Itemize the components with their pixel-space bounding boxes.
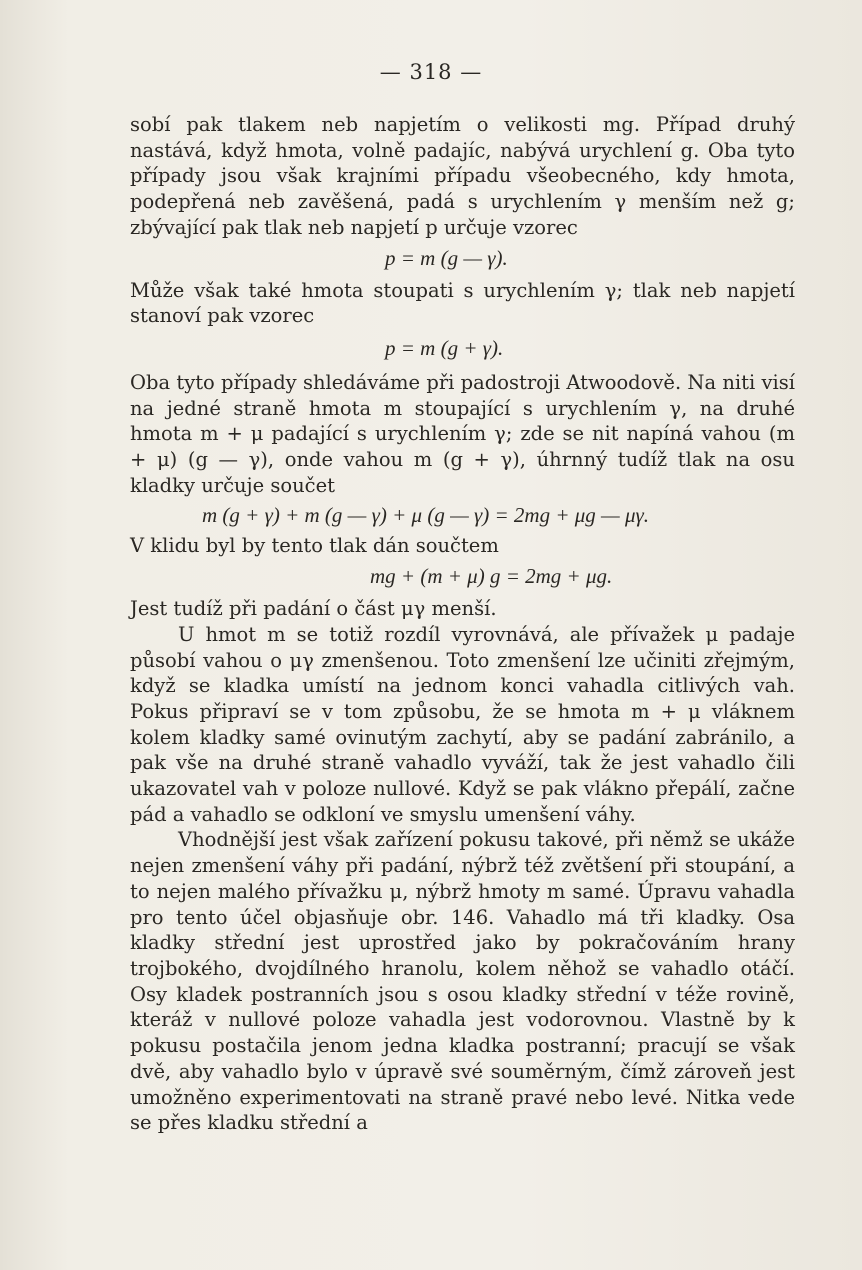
paragraph-4: V klidu byl by tento tlak dán součtem [130,534,499,558]
paragraph-6: U hmot m se totiž rozdíl vyrovnává, ale přívažek μ padaje působí vahou o μγ zmenšenou. Toto zmenšení lze učiniti zřejmým, když se kladka umístí na jednom konci vahadla citlivých vah. Pokus připraví se v tom způsobu, že se hmota m + μ vláknem kolem kladky samé ovinutým zachytí, aby se padání zabránilo, a pak vše na druhé straně vahadlo vyváží, tak že jest vahadlo čili ukazovatel vah v poloze nullové. Když se pak vlákno přepálí, začne pád a vahadlo se odkloní ve smyslu umenšení váhy. [130,622,795,826]
page-number: — 318 — [379,60,483,84]
page-body [130,112,795,1136]
paragraph-5: Jest tudíž při padání o část μγ menší. [130,597,497,621]
paragraph-7: Vhodnější jest však zařízení pokusu takové, při němž se ukáže nejen zmenšení váhy při padání, nýbrž též zvětšení při stoupání, a to nejen malého přívažku μ, nýbrž hmoty m samé. Úpravu vahadla pro tento účel objasňuje obr. 146. Vahadlo má tři kladky. Osa kladky střední jest uprostřed jako by pokračováním hrany trojbokého, dvojdílného hranolu, kolem něhož se vahadlo otáčí. Osy kladek postranních jsou s osou kladky střední v téže rovině, kteráž v nullové poloze vahadla jest vodorovnou. Vlastně by k pokusu postačila jenom jedna kladka postranní; pracují se však dvě, aby vahadlo bylo v úpravě své souměrným, čímž zároveň jest umožněno experimentovati na straně pravé nebo levé. Nitka vede se přes kladku střední a [130,828,795,1135]
formula-rising: p = m (g + γ). [385,335,504,360]
formula-sum: m (g + γ) + m (g — γ) + μ (g — γ) = 2mg + μg — μγ. [202,503,650,528]
paragraph-1: sobí pak tlakem neb napjetím o velikosti mg. Případ druhý nastává, když hmota, volně padajíc, nabývá urychlení g. Oba tyto případy jsou však krajními případu všeobecného, kdy hmota, podepřená neb zavěšená, padá s urychlením γ menším než g; zbývající pak tlak neb napjetí p určuje vzorec [130,113,795,239]
paragraph-2: Může však také hmota stoupati s urychlením γ; tlak neb napjetí stanoví pak vzorec [130,278,795,328]
paragraph-3: Oba tyto případy shledáváme při padostroji Atwoodově. Na niti visí na jedné straně hmota m stoupající s urychlením γ, na druhé hmota m + μ padající s urychlením γ; zde se nit napíná vahou (m + μ) (g — γ), onde vahou m (g + γ), úhrnný tudíž tlak na osu kladky určuje součet [130,370,795,497]
formula-falling: p = m (g — γ). [385,245,508,270]
formula-rest: mg + (m + μ) g = 2mg + μg. [370,564,613,589]
